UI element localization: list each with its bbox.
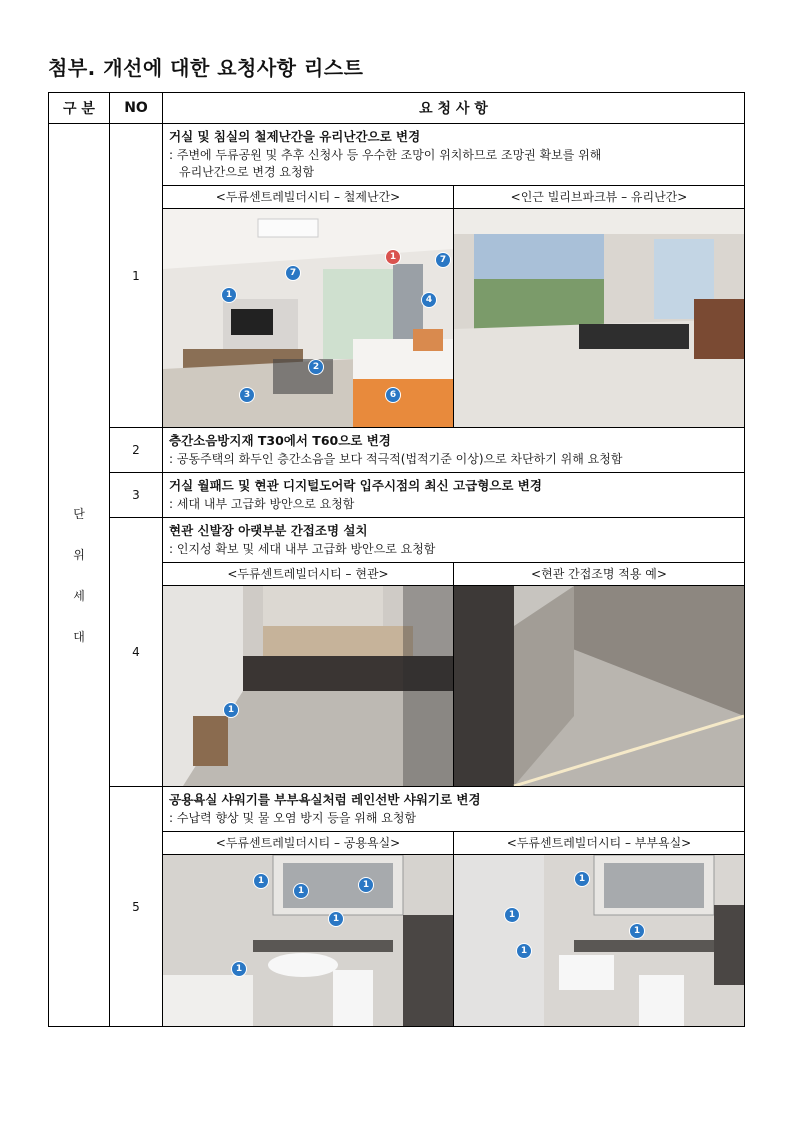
marker-badge: 1	[574, 871, 590, 887]
header-request: 요 청 사 항	[163, 93, 745, 124]
marker-badge: 7	[435, 252, 451, 268]
indirect-lighting-photo	[454, 586, 744, 786]
marker-badge: 7	[285, 265, 301, 281]
table-row	[49, 787, 745, 1027]
photo-table	[163, 562, 744, 786]
photo-caption: <인근 빌리브파크뷰 – 유리난간>	[454, 186, 745, 209]
page-title: 첨부. 개선에 대한 요청사항 리스트	[48, 56, 364, 80]
marker-badge: 2	[308, 359, 324, 375]
request-cell	[163, 124, 745, 428]
section-cell	[49, 124, 110, 1027]
header-row	[49, 93, 745, 124]
request-title: 거실 및 침실의 철제난간을 유리난간으로 변경	[169, 129, 421, 144]
marker-badge: 1	[328, 911, 344, 927]
row-number: 5	[110, 787, 163, 1027]
request-cell	[163, 473, 745, 518]
table-row	[49, 518, 745, 787]
marker-badge: 6	[385, 387, 401, 403]
request-table	[48, 92, 745, 1027]
request-cell	[163, 428, 745, 473]
request-description: : 세대 내부 고급화 방안으로 요청함	[169, 497, 355, 511]
photo-table	[163, 185, 744, 427]
marker-badge: 4	[421, 292, 437, 308]
row-number: 4	[110, 518, 163, 787]
glass-railing-photo	[454, 209, 744, 427]
request-title: 거실 월패드 및 현관 디지털도어락 입주시점의 최신 고급형으로 변경	[169, 478, 542, 493]
request-title: 층간소음방지재 T30에서 T60으로 변경	[169, 433, 391, 448]
marker-badge: 1	[516, 943, 532, 959]
common-bathroom-photo	[163, 855, 453, 1026]
row-number: 3	[110, 473, 163, 518]
photo-caption: <두류센트레빌더시티 – 현관>	[163, 563, 454, 586]
marker-badge: 1	[253, 873, 269, 889]
section-char: 단	[73, 507, 85, 521]
marker-badge: 1	[293, 883, 309, 899]
marker-badge: 1	[629, 923, 645, 939]
request-title: 공용욕실 샤워기를 부부욕실처럼 레인선반 샤워기로 변경	[169, 792, 481, 807]
request-description	[163, 145, 744, 185]
desc-line: : 주변에 두류공원 및 추후 신청사 등 우수한 조망이 위치하므로 조망권 확보를 위해	[169, 148, 602, 162]
marker-badge: 1	[221, 287, 237, 303]
marker-badge: 1	[231, 961, 247, 977]
marker-badge: 1	[223, 702, 239, 718]
desc-line: 유리난간으로 변경 요청함	[179, 165, 315, 179]
request-title: 현관 신발장 아랫부분 간접조명 설치	[169, 523, 368, 538]
marker-badge: 3	[239, 387, 255, 403]
header-no: NO	[110, 93, 163, 124]
row-number: 1	[110, 124, 163, 428]
request-description: : 수납력 향상 및 물 오염 방지 등을 위해 요청함	[169, 811, 417, 825]
photo-caption: <두류센트레빌더시티 – 공용욕실>	[163, 832, 454, 855]
living-room-photo	[163, 209, 453, 427]
request-cell	[163, 518, 745, 787]
marker-badge: 1	[385, 249, 401, 265]
section-char: 세	[73, 589, 85, 603]
row-number: 2	[110, 428, 163, 473]
photo-caption: <두류센트레빌더시티 – 철제난간>	[163, 186, 454, 209]
request-cell	[163, 787, 745, 1027]
table-row	[49, 124, 745, 428]
marker-badge: 1	[358, 877, 374, 893]
request-description: : 인지성 확보 및 세대 내부 고급화 방안으로 요청함	[169, 542, 436, 556]
entrance-photo	[163, 586, 453, 786]
marker-badge: 1	[504, 907, 520, 923]
photo-caption: <현관 간접조명 적용 예>	[454, 563, 745, 586]
table-row	[49, 428, 745, 473]
request-description: : 공동주택의 화두인 층간소음을 보다 적극적(법적기준 이상)으로 차단하기 위해 요청함	[169, 452, 623, 466]
master-bathroom-photo	[454, 855, 744, 1026]
table-row	[49, 473, 745, 518]
photo-table	[163, 831, 744, 1026]
section-char: 대	[73, 630, 85, 644]
header-section: 구 분	[49, 93, 110, 124]
section-char: 위	[73, 548, 85, 562]
photo-caption: <두류센트레빌더시티 – 부부욕실>	[454, 832, 745, 855]
